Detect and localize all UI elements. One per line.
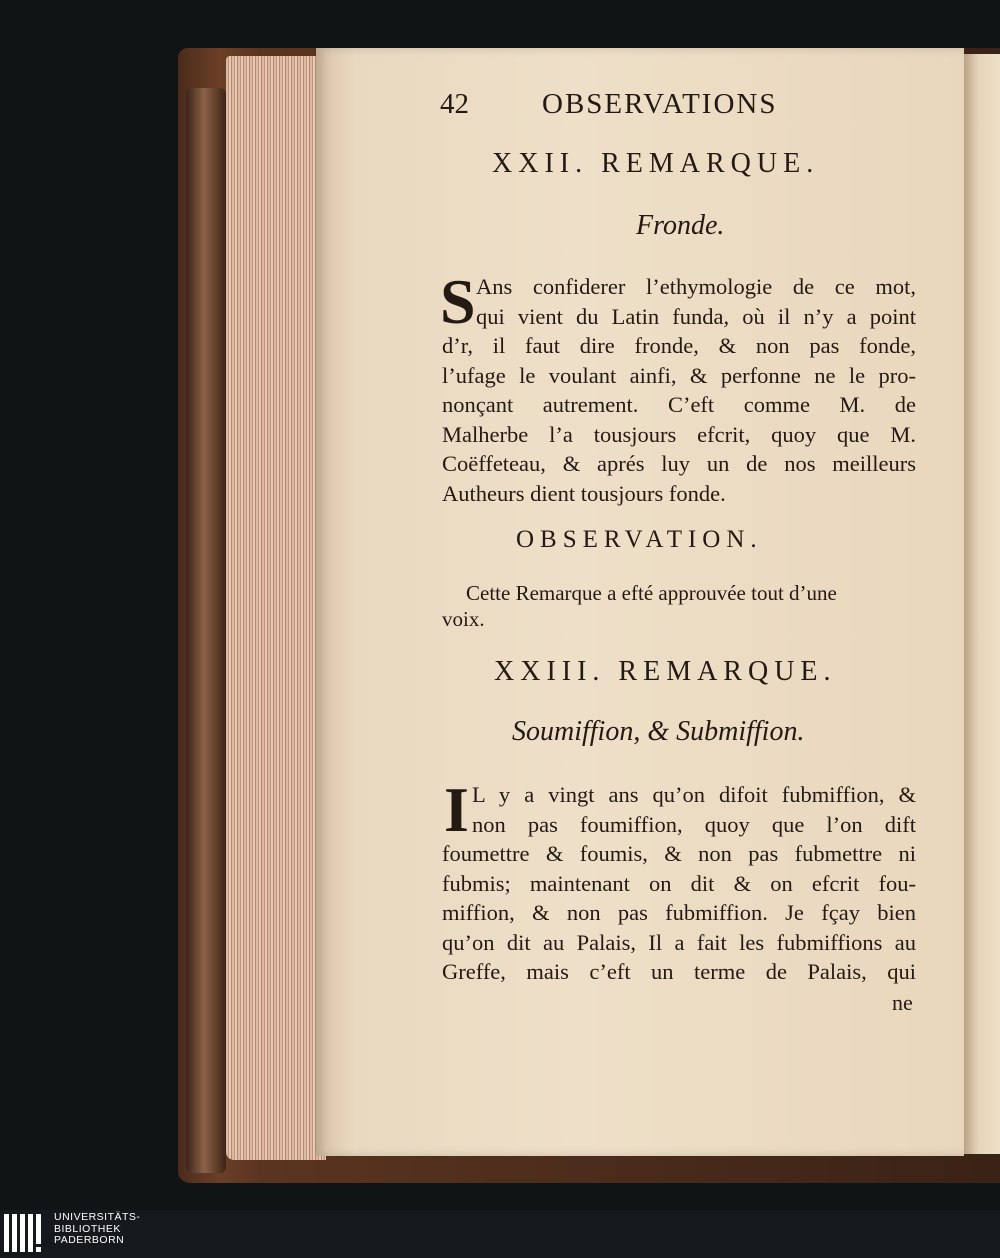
remarque-22-heading: XXII. REMARQUE. xyxy=(492,148,820,179)
body-line: qu’on dit au Palais, Il a fait les fubmiffions au xyxy=(442,929,916,955)
remarque-22-title: Fronde. xyxy=(636,210,725,241)
page-edges xyxy=(226,56,326,1160)
library-logo-line: PADERBORN xyxy=(54,1234,125,1246)
body-line: Greffe, mais c’eft un terme de Palais, qui xyxy=(442,959,916,984)
book-spine xyxy=(186,88,226,1173)
library-logo-text xyxy=(54,1212,140,1247)
body-line: foumettre & foumis, & non pas fubmettre ni xyxy=(442,841,916,866)
footer-bar xyxy=(0,1210,1000,1258)
remarque-22-dropcap: S xyxy=(440,266,476,337)
body-line: voix. xyxy=(442,607,485,631)
remarque-23-dropcap: I xyxy=(444,774,469,845)
body-line: Cette Remarque a efté approuvée tout d’une xyxy=(466,581,837,605)
running-head: OBSERVATIONS xyxy=(542,88,778,120)
body-line: miffion, & non pas fubmiffion. Je fçay bien xyxy=(442,900,916,925)
body-line: Malherbe l’a tousjours efcrit, quoy que M. xyxy=(442,421,916,447)
observation-heading: OBSERVATION. xyxy=(516,526,763,553)
body-line: l’ufage le voulant ainfi, & perfonne ne le pro- xyxy=(442,362,916,388)
page-number: 42 xyxy=(440,88,469,120)
library-logo-line: BIBLIOTHEK xyxy=(54,1222,121,1235)
remarque-23-title: Soumiffion, & Submiffion. xyxy=(512,716,805,747)
facing-page-edge xyxy=(964,54,1000,1154)
body-line: qui vient du Latin funda, où il n’y a point xyxy=(476,303,916,329)
library-logo-line: UNIVERSITÄTS- xyxy=(54,1211,141,1223)
body-line: Ans confiderer l’ethymologie de ce mot, xyxy=(476,274,916,299)
remarque-23-body xyxy=(442,774,916,987)
remarque-23-heading: XXIII. REMARQUE. xyxy=(494,656,837,687)
body-line: Autheurs dient tousjours fonde. xyxy=(442,480,726,506)
remarque-22-body xyxy=(440,266,916,508)
library-logo-icon xyxy=(4,1212,48,1254)
body-line: d’r, il faut dire fronde, & non pas fonde, xyxy=(442,333,916,358)
body-line: nonçant autrement. C’eft comme M. de xyxy=(442,392,916,417)
observation-body xyxy=(442,580,916,632)
body-line: Coëffeteau, & aprés luy un de nos meilleurs xyxy=(442,451,916,476)
catchword: ne xyxy=(892,990,913,1015)
body-line: fubmis; maintenant on dit & on efcrit fou- xyxy=(442,870,916,896)
body-line: L y a vingt ans qu’on difoit fubmiffion, & xyxy=(472,782,916,807)
body-line: non pas foumiffion, quoy que l’on dift xyxy=(472,811,916,837)
